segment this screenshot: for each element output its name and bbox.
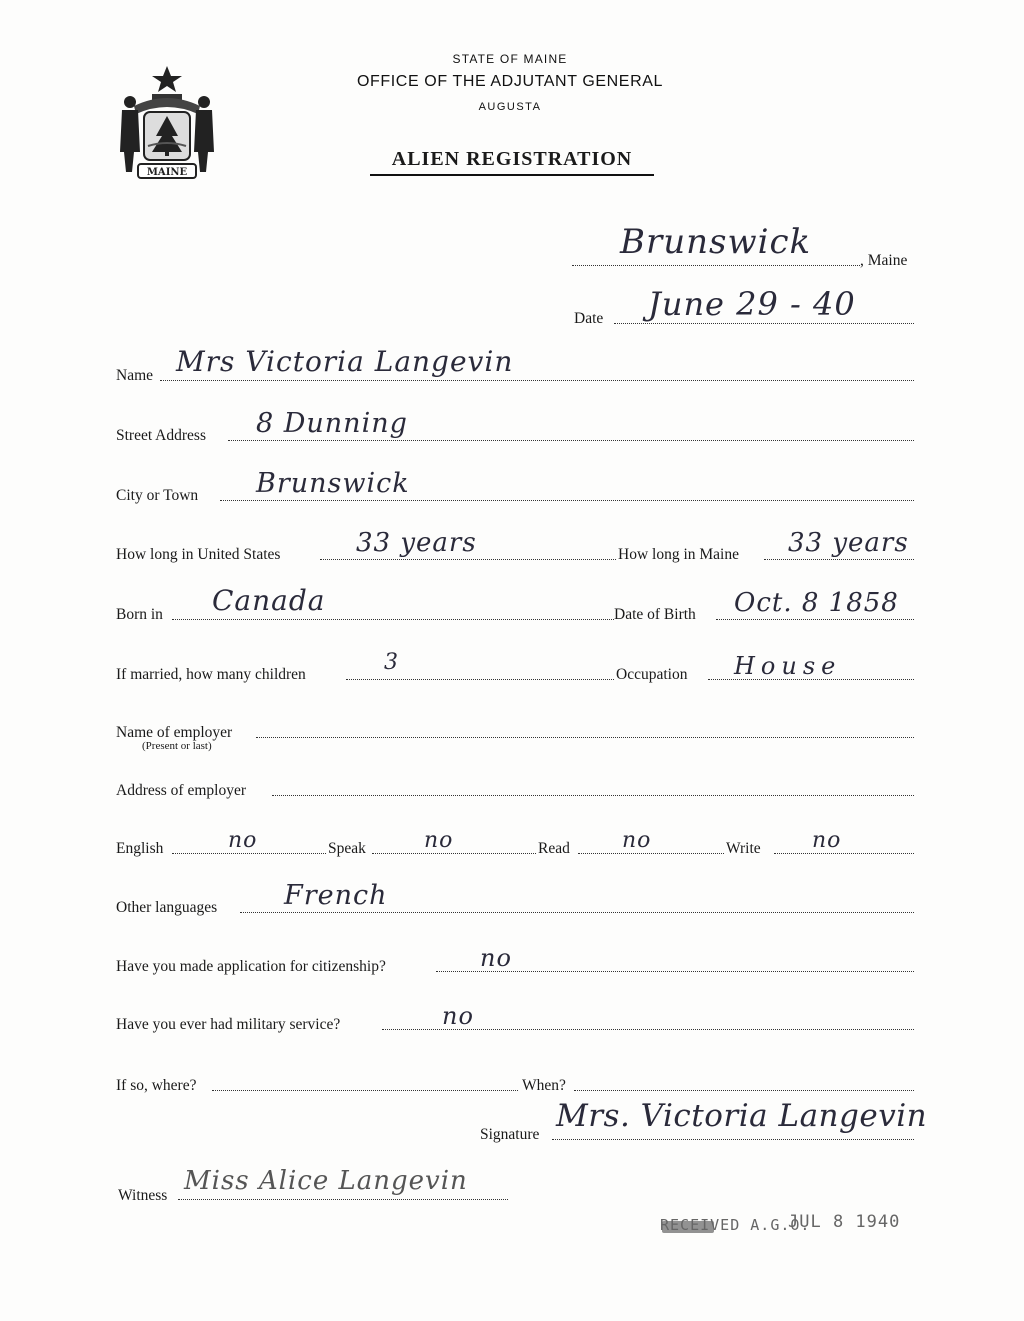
maine-label: , Maine: [860, 252, 908, 269]
occupation-value[interactable]: House: [734, 652, 842, 680]
how-long-maine-line: [764, 559, 914, 560]
witness-value[interactable]: Miss Alice Langevin: [184, 1166, 468, 1196]
how-long-maine-value[interactable]: 33 years: [788, 528, 909, 558]
how-long-us-line: [320, 559, 616, 560]
write-label: Write: [726, 840, 761, 857]
town-line: [572, 265, 860, 266]
children-line: [346, 679, 614, 680]
employer-address-line[interactable]: [272, 795, 914, 796]
born-in-line: [172, 619, 614, 620]
speak-label: Speak: [328, 840, 366, 857]
military-label: Have you ever had military service?: [116, 1016, 341, 1033]
occupation-label: Occupation: [616, 666, 688, 683]
date-label: Date: [574, 310, 604, 327]
children-label: If married, how many children: [116, 666, 306, 683]
received-stamp: RECEIVED A.G.O.: [660, 1216, 811, 1234]
header-state: STATE OF MAINE: [452, 52, 568, 66]
born-in-value[interactable]: Canada: [212, 584, 326, 617]
street-label: Street Address: [116, 427, 206, 444]
military-value[interactable]: no: [442, 1002, 474, 1030]
how-long-us-value[interactable]: 33 years: [356, 528, 477, 558]
citizenship-value[interactable]: no: [480, 944, 512, 972]
date-of-birth-value[interactable]: Oct. 8 1858: [734, 588, 899, 618]
english-value[interactable]: no: [228, 828, 258, 853]
state-seal-icon: [112, 62, 222, 182]
date-of-birth-label: Date of Birth: [614, 606, 696, 623]
witness-label: Witness: [118, 1187, 168, 1204]
form-title: ALIEN REGISTRATION: [370, 148, 654, 176]
date-line: [614, 323, 914, 324]
city-town-value[interactable]: Brunswick: [256, 468, 410, 499]
when-line[interactable]: [574, 1090, 914, 1091]
city-town-label: City or Town: [116, 487, 199, 504]
seal-motto: MAINE: [146, 167, 188, 178]
speak-line: [372, 853, 536, 854]
date-of-birth-line: [716, 619, 914, 620]
read-label: Read: [538, 840, 570, 857]
english-line: [172, 853, 326, 854]
city-town-line: [220, 500, 914, 501]
header-office: OFFICE OF THE ADJUTANT GENERAL: [356, 73, 664, 90]
signature-label: Signature: [480, 1126, 540, 1143]
where-label: If so, where?: [116, 1077, 197, 1094]
how-long-us-label: How long in United States: [116, 546, 281, 563]
citizenship-label: Have you made application for citizenship?: [116, 958, 386, 975]
how-long-maine-label: How long in Maine: [618, 546, 739, 563]
read-value[interactable]: no: [622, 828, 652, 853]
other-languages-label: Other languages: [116, 899, 218, 916]
employer-address-label: Address of employer: [116, 782, 246, 799]
town-value[interactable]: Brunswick: [620, 222, 812, 262]
signature-line: [552, 1139, 914, 1140]
children-value[interactable]: 3: [384, 650, 399, 675]
name-line: [160, 380, 914, 381]
speak-value[interactable]: no: [424, 828, 454, 853]
when-label: When?: [522, 1077, 566, 1094]
other-languages-value[interactable]: French: [284, 880, 388, 911]
employer-name-line[interactable]: [256, 737, 914, 738]
write-value[interactable]: no: [812, 828, 842, 853]
name-label: Name: [116, 367, 154, 384]
name-value[interactable]: Mrs Victoria Langevin: [176, 345, 514, 378]
signature-value[interactable]: Mrs. Victoria Langevin: [556, 1098, 928, 1134]
born-in-label: Born in: [116, 606, 163, 623]
read-line: [578, 853, 724, 854]
employer-note: (Present or last): [142, 740, 212, 752]
other-languages-line: [240, 912, 914, 913]
write-line: [774, 853, 914, 854]
witness-line: [178, 1199, 508, 1200]
employer-name-label: Name of employer: [116, 724, 233, 741]
street-value[interactable]: 8 Dunning: [256, 408, 408, 439]
where-line[interactable]: [212, 1090, 518, 1091]
date-value[interactable]: June 29 - 40: [648, 285, 856, 323]
received-stamp-date: JUL 8 1940: [788, 1212, 901, 1232]
street-line: [228, 440, 914, 441]
english-label: English: [116, 840, 164, 857]
header-city: AUGUSTA: [478, 101, 542, 113]
